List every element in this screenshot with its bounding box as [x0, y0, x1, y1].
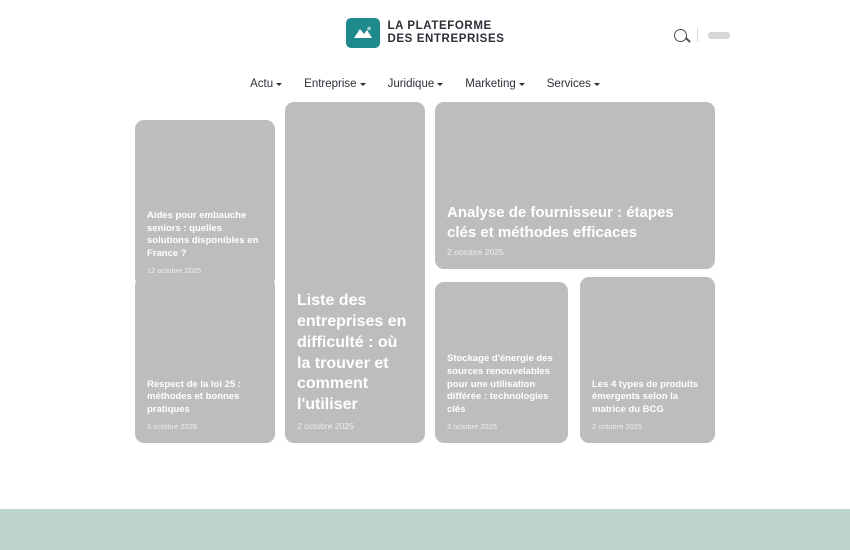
article-card-content — [435, 343, 568, 443]
article-card-content — [285, 281, 425, 443]
nav-item-services[interactable] — [547, 78, 600, 90]
article-card-content — [580, 369, 715, 443]
article-card[interactable] — [135, 120, 275, 287]
nav-item-label: Marketing — [465, 78, 516, 90]
chevron-down-icon — [594, 83, 600, 86]
site-logo[interactable] — [346, 18, 505, 48]
article-date: 3 octobre 2025 — [147, 422, 198, 431]
article-card[interactable] — [435, 102, 715, 269]
chevron-down-icon — [276, 83, 282, 86]
article-date: 12 octobre 2025 — [147, 266, 202, 275]
article-title: Liste des entreprises en difficulté : où la trouver et comment l'utiliser — [297, 292, 407, 414]
nav-item-label: Services — [546, 78, 591, 90]
nav-item-actu[interactable] — [250, 78, 282, 90]
nav-item-label: Actu — [250, 78, 274, 90]
search-icon[interactable] — [674, 29, 687, 42]
article-title: Analyse de fournisseur : étapes clés et méthodes efficaces — [447, 204, 674, 241]
nav-item-label: Juridique — [387, 78, 435, 90]
footer-spacer — [0, 482, 850, 509]
article-title: Stockage d'énergie des sources renouvelables pour une utilisation différée : technologies clés — [447, 352, 553, 416]
article-card[interactable] — [135, 277, 275, 443]
article-title: Les 4 types de produits émergents selon la matrice du BCG — [592, 378, 699, 416]
nav-item-juridique[interactable] — [388, 78, 444, 90]
logo-line-2: DES ENTREPRISES — [387, 33, 505, 45]
header-placeholder-pill[interactable] — [708, 32, 730, 39]
article-date: 2 octobre 2025 — [297, 421, 354, 431]
article-card-content — [135, 369, 275, 443]
nav-item-label: Entreprise — [304, 78, 357, 90]
article-card[interactable] — [285, 102, 425, 443]
logo-text — [388, 20, 505, 46]
article-card-content — [435, 193, 715, 269]
article-mosaic — [0, 102, 850, 482]
site-header — [0, 0, 850, 66]
header-actions — [674, 28, 730, 42]
article-date: 3 octobre 2025 — [447, 422, 498, 431]
chevron-down-icon — [519, 83, 525, 86]
chevron-down-icon — [437, 83, 443, 86]
article-title: Aides pour embauche seniors : quelles solutions disponibles en France ? — [147, 209, 259, 260]
footer-band — [0, 509, 850, 550]
article-title: Respect de la loi 25 : méthodes et bonnes pratiques — [147, 378, 241, 416]
chevron-down-icon — [360, 83, 366, 86]
nav-item-marketing[interactable] — [465, 78, 525, 90]
article-card[interactable] — [435, 282, 568, 443]
mountain-logo-icon — [346, 18, 380, 48]
article-card[interactable] — [580, 277, 715, 443]
article-card-content — [135, 200, 275, 287]
main-navigation — [0, 66, 850, 102]
article-date: 2 octobre 2025 — [592, 422, 643, 431]
nav-item-entreprise[interactable] — [304, 78, 365, 90]
logo-line-1: LA PLATEFORME — [387, 20, 492, 33]
article-date: 2 octobre 2025 — [447, 247, 504, 257]
header-divider — [697, 28, 698, 42]
